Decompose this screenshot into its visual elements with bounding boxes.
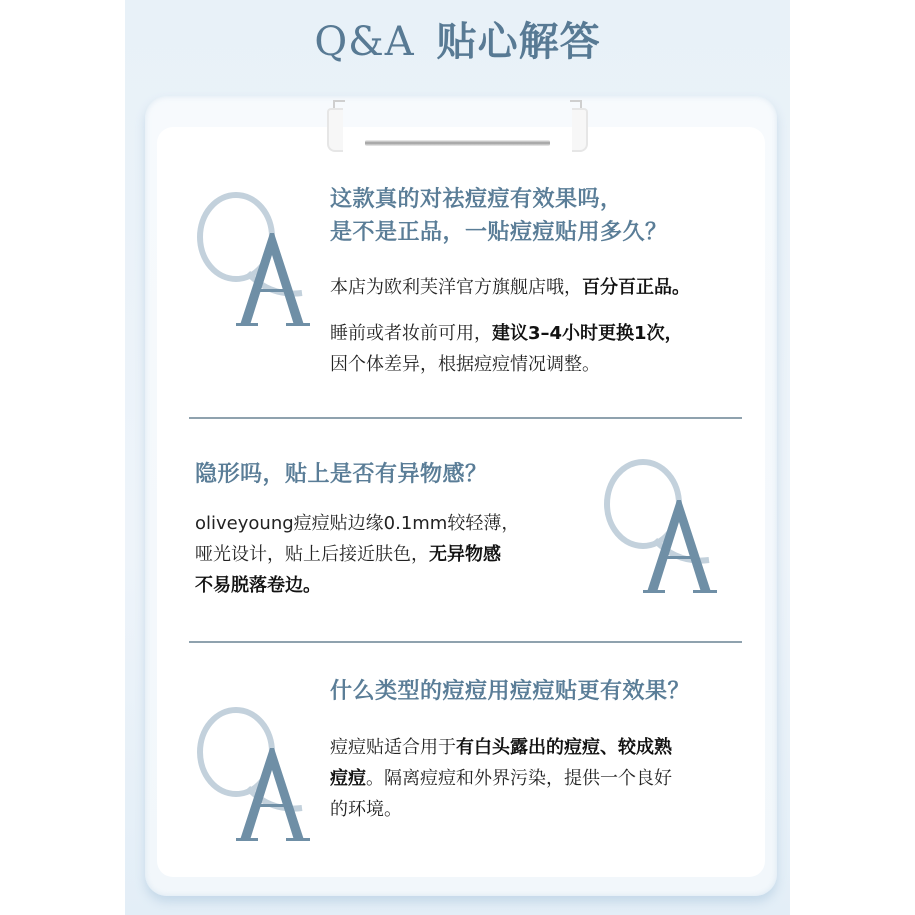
title-chinese: 贴心解答: [436, 19, 601, 65]
page-title: [125, 14, 790, 70]
divider: [189, 417, 742, 419]
answer-1: 本店为欧利芙洋官方旗舰店哦，百分百正品。 睡前或者妆前可用，建议3–4小时更换1次， 因个体差异，根据痘痘情况调整。: [330, 277, 690, 375]
question-3: 什么类型的痘痘用痘痘贴更有效果？: [330, 679, 691, 704]
clipboard-clip-icon: [325, 108, 590, 156]
qa-monogram-icon: [597, 452, 717, 602]
qa-monogram-icon: [190, 700, 310, 850]
qa-monogram-icon: [190, 185, 310, 335]
divider: [189, 641, 742, 643]
title-latin: Q&A: [314, 19, 415, 65]
question-2: 隐形吗，贴上是否有异物感？: [195, 462, 488, 487]
question-1: 这款真的对祛痘痘有效果吗， 是不是正品，一贴痘痘贴用多久？: [330, 187, 668, 245]
answer-3: 痘痘贴适合用于有白头露出的痘痘、较成熟 痘痘。隔离痘痘和外界污染，提供一个良好 的环境。: [330, 737, 672, 820]
answer-2: oliveyoung痘痘贴边缘0.1mm较轻薄， 哑光设计，贴上后接近肤色，无异物感 不易脱落卷边。: [195, 513, 520, 596]
